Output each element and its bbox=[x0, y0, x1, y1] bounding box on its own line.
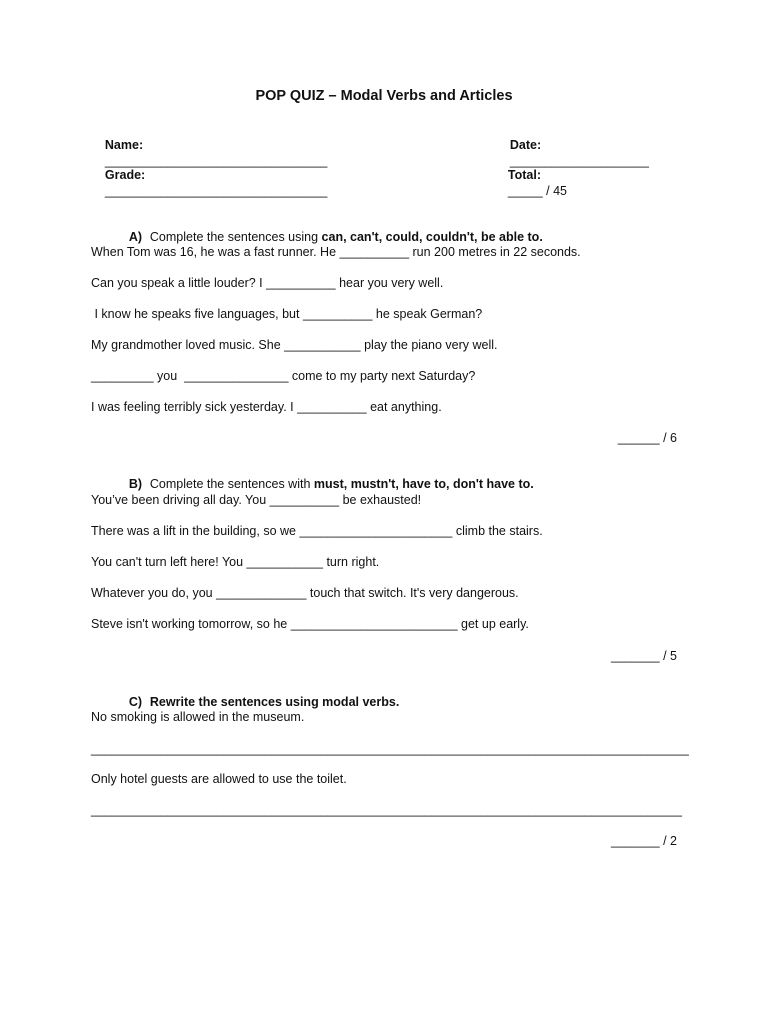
section-a-letter: A) bbox=[128, 230, 143, 244]
total-value: _____ / 45 bbox=[507, 184, 567, 198]
section-c-answer-line: _____________________________________________________________________________________ bbox=[91, 803, 682, 817]
total-label: Total: bbox=[507, 168, 541, 182]
section-c-answer-line: ______________________________________________________________________________________ bbox=[91, 742, 689, 756]
section-a-words: can, can't, could, couldn't, be able to. bbox=[321, 230, 543, 244]
section-b-item: There was a lift in the building, so we ______________________ climb the stairs. bbox=[91, 524, 543, 538]
grade-label: Grade: bbox=[104, 168, 146, 182]
section-a-instruction: Complete the sentences using bbox=[149, 230, 322, 244]
section-b-words: must, mustn't, have to, don't have to. bbox=[313, 477, 534, 491]
section-c-sentence: No smoking is allowed in the museum. bbox=[91, 710, 305, 724]
total-field bbox=[494, 151, 567, 215]
name-label: Name: bbox=[104, 138, 144, 152]
grade-field bbox=[91, 151, 327, 215]
section-b-letter: B) bbox=[128, 477, 143, 491]
section-a-item: _________ you _______________ come to my party next Saturday? bbox=[91, 369, 476, 383]
name-line: ________________________________ bbox=[104, 154, 328, 168]
section-c-letter: C) bbox=[128, 695, 143, 709]
section-b-score: _______ / 5 bbox=[610, 649, 677, 663]
section-b-item: You can't turn left here! You ___________ turn right. bbox=[91, 555, 380, 569]
section-b-item: Steve isn't working tomorrow, so he ________________________ get up early. bbox=[91, 617, 529, 631]
section-a-item: When Tom was 16, he was a fast runner. He __________ run 200 metres in 22 seconds. bbox=[91, 245, 581, 259]
date-line: ____________________ bbox=[509, 154, 649, 168]
section-c-score: _______ / 2 bbox=[610, 834, 677, 848]
section-a-item: I was feeling terribly sick yesterday. I __________ eat anything. bbox=[91, 400, 442, 414]
section-b-item: You’ve been driving all day. You __________ be exhausted! bbox=[91, 493, 422, 507]
section-a-item: Can you speak a little louder? I __________ hear you very well. bbox=[91, 276, 444, 290]
section-a-score: ______ / 6 bbox=[617, 431, 677, 445]
section-c-instruction: Rewrite the sentences using modal verbs. bbox=[149, 695, 400, 709]
section-a-item: I know he speaks five languages, but __________ he speak German? bbox=[91, 307, 483, 321]
section-c-sentence: Only hotel guests are allowed to use the toilet. bbox=[91, 772, 347, 786]
page-title: POP QUIZ – Modal Verbs and Articles bbox=[255, 88, 513, 104]
section-b-item: Whatever you do, you _____________ touch that switch. It's very dangerous. bbox=[91, 586, 519, 600]
section-b-instruction: Complete the sentences with bbox=[149, 477, 314, 491]
grade-line: ________________________________ bbox=[104, 184, 328, 198]
section-a-item: My grandmother loved music. She ___________ play the piano very well. bbox=[91, 338, 498, 352]
date-label: Date: bbox=[509, 138, 542, 152]
